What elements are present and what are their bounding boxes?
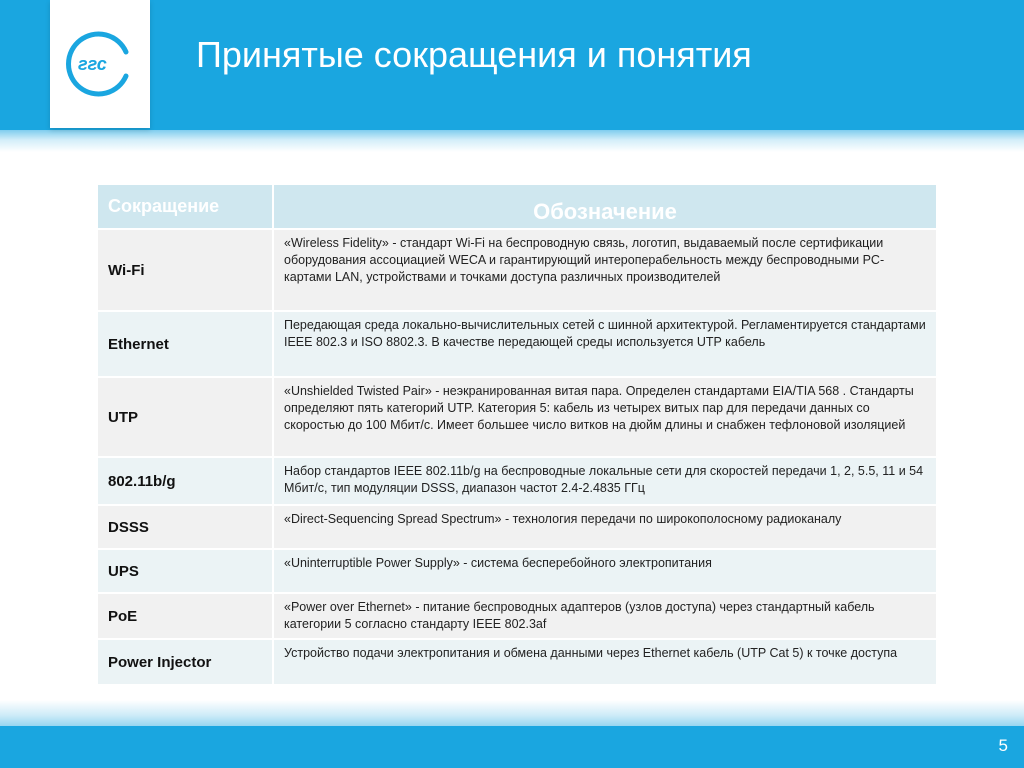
header-shade [0,130,1024,152]
table-row [97,229,937,311]
page-number: 5 [998,736,1008,755]
abbreviations-table [96,183,936,686]
row-description: «Unshielded Twisted Pair» - неэкранированная витая пара. Определен стандартами EIA/TIA 568 . Стандарты определяют пять категорий UTP. Категория 5: кабель из четырех витых пар для передачи данных со скоростью до 100 Мбит/с. Имеет большее число витков на дюйм длины и снабжен тефлоновой изоляцией [273,377,937,457]
row-abbreviation: Power Injector [97,639,273,685]
row-abbreviation: UPS [97,549,273,593]
page-title: Принятые сокращения и понятия [196,34,752,75]
table-row [97,377,937,457]
row-abbreviation: Wi-Fi [97,229,273,311]
row-description: «Wireless Fidelity» - стандарт Wi-Fi на беспроводную связь, логотип, выдаваемый после сертификации оборудования ассоциацией WECA и гарантирующий интероперабельность между беспроводными PC-картами LAN, устройствами и точками доступа различных производителей [273,229,937,311]
table-row [97,311,937,377]
table-row [97,457,937,505]
row-description: «Uninterruptible Power Supply» - система бесперебойного электропитания [273,549,937,593]
footer-shade [0,700,1024,728]
row-description: «Direct-Sequencing Spread Spectrum» - технология передачи по широкополосному радиоканалу [273,505,937,549]
logo-icon [66,30,134,98]
footer-bar [0,726,1024,768]
table-row [97,639,937,685]
table-header-row [97,184,937,229]
row-description: Набор стандартов IEEE 802.11b/g на беспроводные локальные сети для скоростей передачи 1, 2, 5.5, 11 и 54 Мбит/с, тип модуляции DSSS, диапазон частот 2.4-2.4835 ГГц [273,457,937,505]
column-header-abbreviation: Сокращение [97,184,273,229]
row-description: «Power over Ethernet» - питание беспроводных адаптеров (узлов доступа) через стандартный кабель категории 5 согласно стандарту IEEE 802.3af [273,593,937,639]
logo [50,0,150,128]
table-row [97,505,937,549]
row-abbreviation: Ethernet [97,311,273,377]
table-row [97,593,937,639]
row-description: Устройство подачи электропитания и обмена данными через Ethernet кабель (UTP Cat 5) к точке доступа [273,639,937,685]
logo-text: ггс [78,54,107,74]
row-abbreviation: 802.11b/g [97,457,273,505]
row-abbreviation: DSSS [97,505,273,549]
table-row [97,549,937,593]
row-description: Передающая среда локально-вычислительных сетей с шинной архитектурой. Регламентируется стандартами IEEE 802.3 и ISO 8802.3. В качестве передающей среды используется UTP кабель [273,311,937,377]
column-header-meaning: Обозначение [273,184,937,229]
row-abbreviation: UTP [97,377,273,457]
row-abbreviation: PoE [97,593,273,639]
